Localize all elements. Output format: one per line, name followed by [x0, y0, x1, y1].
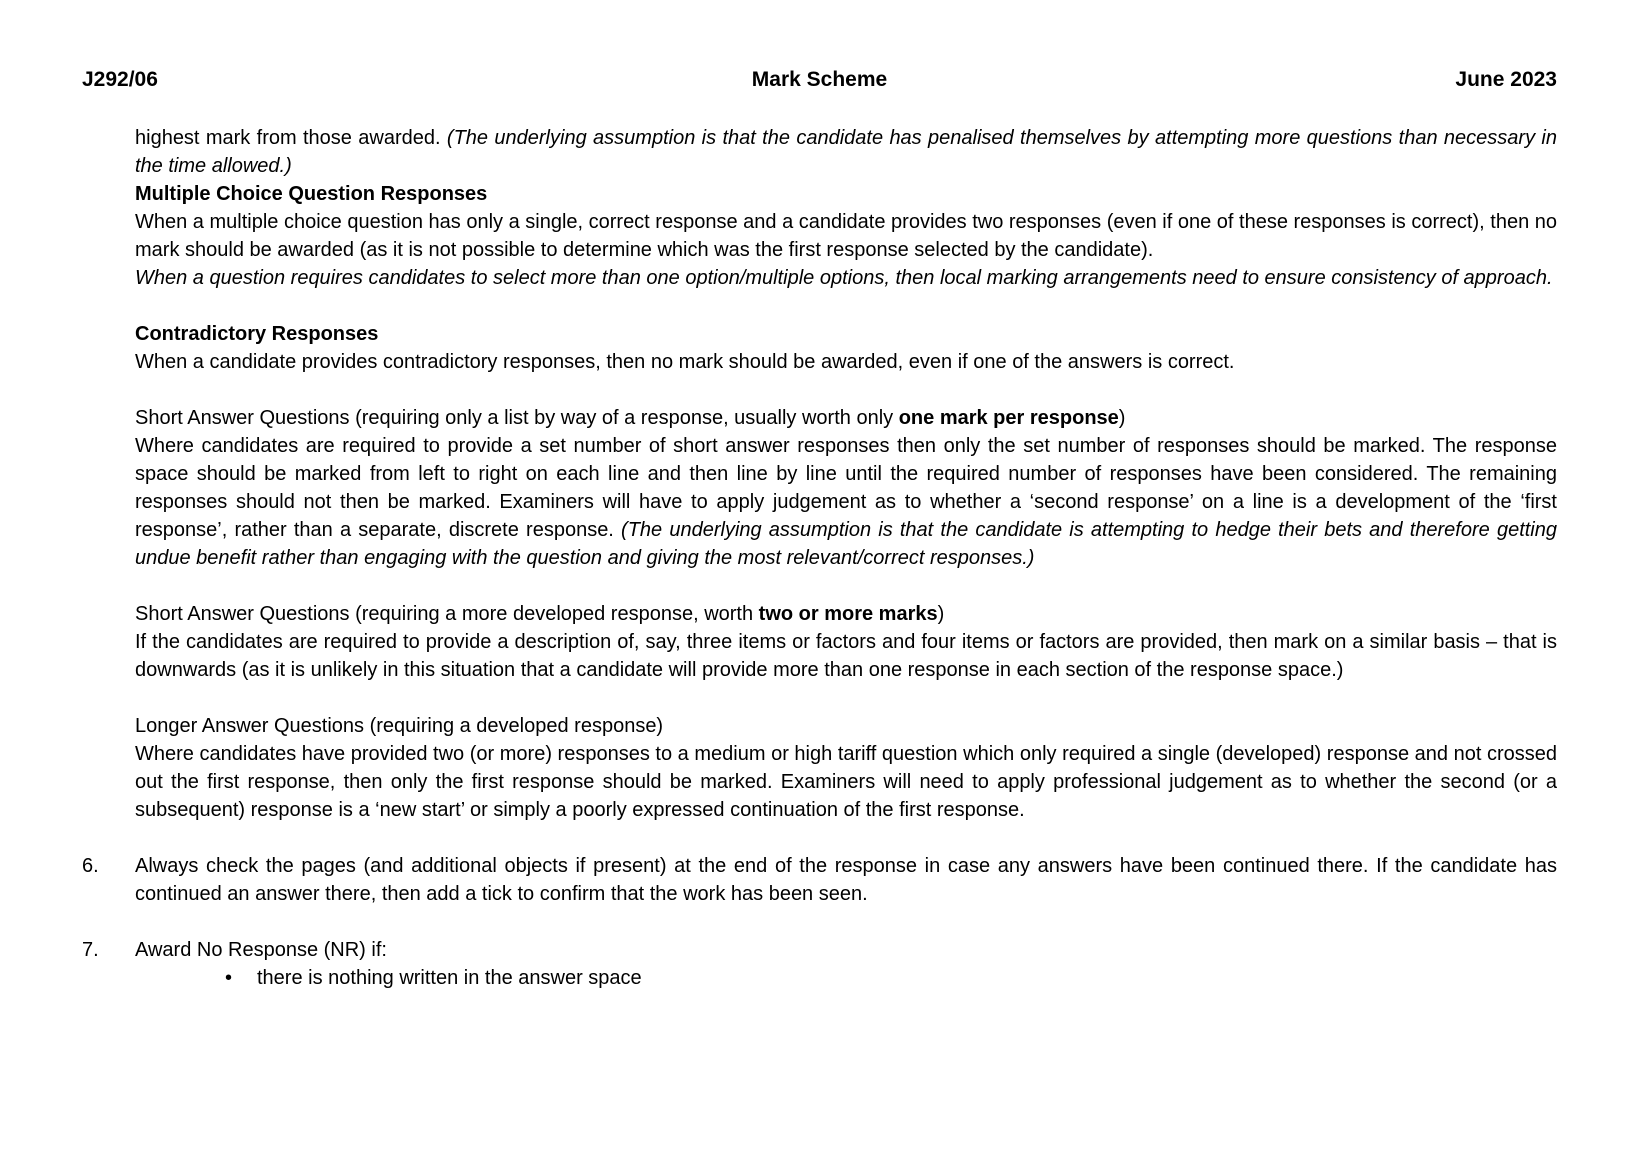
intro-italic-note: (The underlying assumption is that the candidate has penalised themselves by attempting more questions than necessary in the time allowed.) — [135, 127, 1558, 177]
paragraph-short-answer-list — [135, 432, 1557, 572]
paragraph-multiple-choice-italic: When a question requires candidates to select more than one option/multiple options, then local marking arrangements need to ensure consistency of approach. — [135, 267, 1553, 289]
heading-longer-answer: Longer Answer Questions (requiring a developed response) — [135, 715, 664, 737]
item-7-text: Award No Response (NR) if: — [135, 939, 387, 961]
body-italic-note: (The underlying assumption is that the candidate is attempting to hedge their bets and therefore getting undue benefit rather than engaging with the question and giving the most relevant/correct responses.) — [135, 519, 1557, 569]
heading-text: Short Answer Questions (requiring a more developed response, worth — [135, 603, 759, 625]
section-multiple-choice — [135, 180, 1557, 292]
section-contradictory — [135, 320, 1557, 376]
body-text: Where candidates are required to provide a set number of short answer responses then only the set number of responses should be marked. The response space should be marked from left to right on each line and then line by line until the required number of responses have been considered. The remaining responses should not then be marked. Examiners will have to apply judgement as to whether a ‘second response’ on a line is a development of the ‘first response’, rather than a separate, discrete response. — [135, 435, 1557, 541]
heading-short-answer-list — [135, 404, 1557, 432]
heading-bold-run: one mark per response — [898, 407, 1119, 429]
bullet-text: there is nothing written in the answer space — [257, 967, 642, 989]
paragraph-contradictory: When a candidate provides contradictory responses, then no mark should be awarded, even if one of the answers is correct. — [135, 351, 1235, 373]
item-number: 7. — [82, 939, 99, 961]
heading-short-answer-developed — [135, 600, 1557, 628]
section-longer-answer — [135, 712, 1557, 824]
heading-bold-run: two or more marks — [758, 603, 938, 625]
document-header — [82, 66, 1557, 94]
numbered-item-7 — [82, 936, 1557, 992]
heading-text-close: ) — [1118, 407, 1126, 429]
paragraph-longer-answer: Where candidates have provided two (or more) responses to a medium or high tariff question which only required a single (developed) response and not crossed out the first response, then only the first response should be marked. Examiners will need to apply professional judgement as to whether the second (or a subsequent) response is a ‘new start’ or simply a poorly expressed continuation of the first response. — [135, 743, 1557, 821]
session-date: June 2023 — [1455, 68, 1557, 91]
paper-code: J292/06 — [82, 68, 158, 91]
heading-contradictory: Contradictory Responses — [135, 323, 379, 345]
heading-text-close: ) — [937, 603, 945, 625]
paragraph-short-answer-developed: If the candidates are required to provide a description of, say, three items or factors and four items or factors are provided, then mark on a similar basis – that is downwards (as it is unlikely in this situation that a candidate will provide more than one response in each section of the response space.) — [135, 631, 1557, 681]
document-body — [82, 124, 1557, 992]
heading-text: Short Answer Questions (requiring only a list by way of a response, usually worth only — [135, 407, 899, 429]
heading-multiple-choice: Multiple Choice Question Responses — [135, 183, 488, 205]
paragraph-multiple-choice: When a multiple choice question has only a single, correct response and a candidate provides two responses (even if one of these responses is correct), then no mark should be awarded (as it is not possible to determine which was the first response selected by the candidate). — [135, 211, 1557, 261]
paragraph-intro — [135, 124, 1557, 180]
page-title: Mark Scheme — [751, 68, 888, 91]
section-short-answer-list — [135, 404, 1557, 572]
section-short-answer-developed — [135, 600, 1557, 684]
item-6-text: Always check the pages (and additional objects if present) at the end of the response in case any answers have been continued there. If the candidate has continued an answer there, then add a tick to confirm that the work has been seen. — [135, 855, 1557, 905]
item-7-body — [135, 936, 1557, 992]
numbered-item-6 — [82, 852, 1557, 908]
bullet-icon: • — [225, 967, 233, 989]
item-number: 6. — [82, 855, 99, 877]
bullet-item — [135, 964, 1557, 992]
intro-text: highest mark from those awarded. — [135, 127, 447, 149]
